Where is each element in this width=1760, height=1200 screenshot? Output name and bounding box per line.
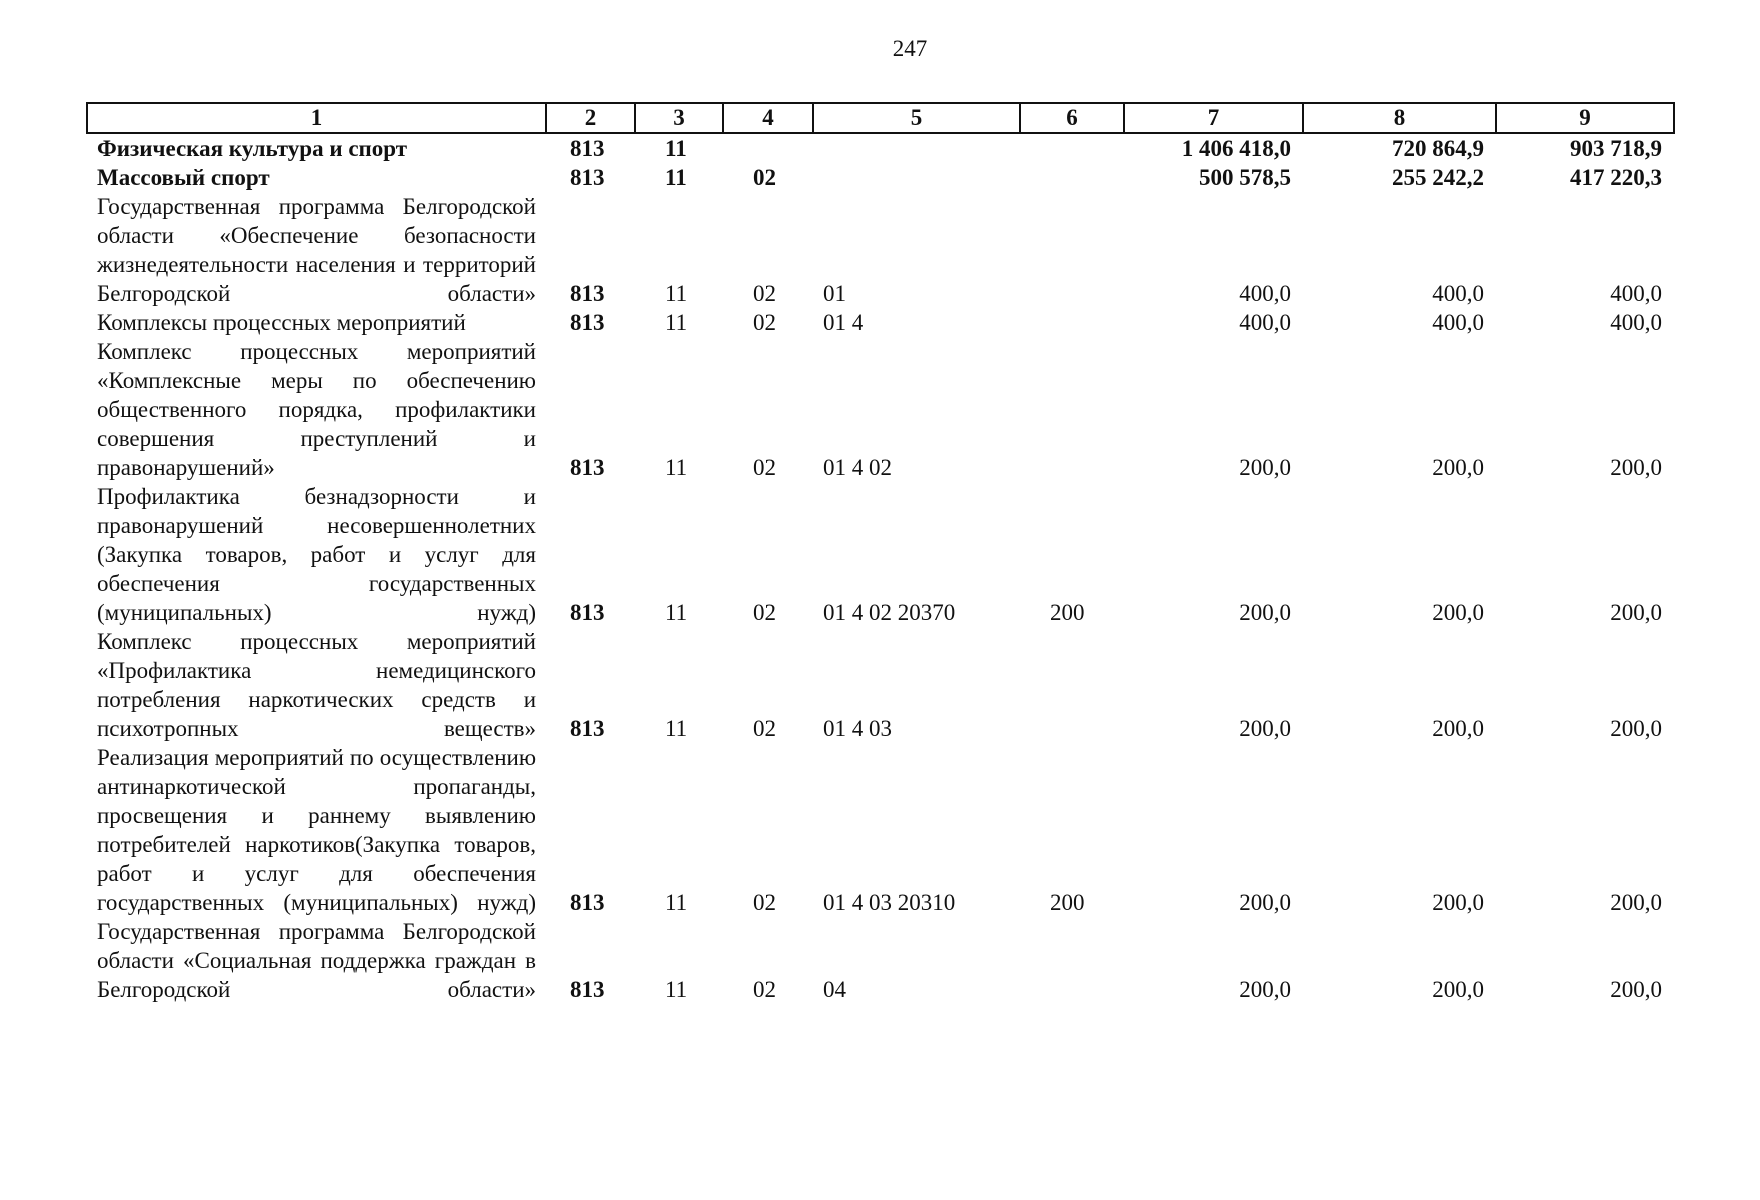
row-code-6 <box>1020 337 1124 482</box>
row-code-6 <box>1020 133 1124 163</box>
row-code-4: 02 <box>753 716 776 741</box>
row-amount-8: 255 242,2 <box>1392 165 1484 190</box>
row-amount-8: 200,0 <box>1432 455 1484 480</box>
header-col-9: 9 <box>1496 103 1674 133</box>
row-code-5: 01 4 <box>823 310 864 335</box>
row-code-3: 11 <box>665 890 688 915</box>
row-amount-8: 200,0 <box>1432 716 1484 741</box>
row-amount-9: 200,0 <box>1610 977 1662 1002</box>
table-row <box>87 482 1674 627</box>
row-code-5 <box>813 133 1020 163</box>
row-code-2: 813 <box>570 310 605 335</box>
row-code-2: 813 <box>570 455 605 480</box>
header-col-2: 2 <box>546 103 635 133</box>
row-amount-8: 400,0 <box>1432 310 1484 335</box>
row-code-6 <box>1020 192 1124 308</box>
row-amount-9: 200,0 <box>1610 890 1662 915</box>
row-name: Комплекс процессных мероприятий «Профилактика немедицинского потребления наркотических средств и психотропных веществ» <box>97 629 536 741</box>
row-code-3: 11 <box>665 977 688 1002</box>
row-amount-9: 417 220,3 <box>1570 165 1662 190</box>
table-row <box>87 308 1674 337</box>
row-amount-7: 200,0 <box>1239 977 1291 1002</box>
row-code-3: 11 <box>665 310 688 335</box>
row-code-4: 02 <box>753 310 776 335</box>
row-code-3: 11 <box>665 165 687 190</box>
header-col-7: 7 <box>1124 103 1303 133</box>
header-col-1: 1 <box>87 103 546 133</box>
row-code-4: 02 <box>753 165 776 190</box>
row-name: Физическая культура и спорт <box>97 136 408 161</box>
row-code-5: 01 <box>823 281 846 306</box>
table-row <box>87 627 1674 743</box>
row-amount-9: 200,0 <box>1610 716 1662 741</box>
row-code-3: 11 <box>665 716 688 741</box>
row-amount-9: 400,0 <box>1610 310 1662 335</box>
row-code-4: 02 <box>753 281 776 306</box>
table-row <box>87 133 1674 163</box>
row-code-4 <box>723 133 813 163</box>
row-code-6 <box>1020 917 1124 1004</box>
row-code-4: 02 <box>753 977 776 1002</box>
row-code-5: 01 4 02 <box>823 455 892 480</box>
row-code-2: 813 <box>570 600 605 625</box>
row-amount-8: 200,0 <box>1432 890 1484 915</box>
row-code-5 <box>813 163 1020 192</box>
row-code-5: 04 <box>823 977 846 1002</box>
row-amount-7: 500 578,5 <box>1199 165 1291 190</box>
row-name: Комплекс процессных мероприятий «Комплексные меры по обеспечению общественного порядка, профилактики совершения преступлений и правонарушений» <box>97 339 536 480</box>
row-code-2: 813 <box>570 165 605 190</box>
row-code-6 <box>1020 163 1124 192</box>
row-name: Реализация мероприятий по осуществлению антинаркотической пропаганды, просвещения и раннему выявлению потребителей наркотиков(Закупка товаров, работ и услуг для обеспечения государственных (муниципальных) нужд) <box>97 745 536 915</box>
row-code-2: 813 <box>570 716 605 741</box>
table-row <box>87 163 1674 192</box>
page-number: 247 <box>892 36 928 61</box>
row-amount-7: 400,0 <box>1239 310 1291 335</box>
row-code-6: 200 <box>1050 890 1085 915</box>
row-name: Профилактика безнадзорности и правонарушений несовершеннолетних (Закупка товаров, работ и услуг для обеспечения государственных (муниципальных) нужд) <box>97 484 536 625</box>
row-code-4: 02 <box>753 455 776 480</box>
row-name: Массовый спорт <box>97 165 270 190</box>
row-name: Государственная программа Белгородской области «Обеспечение безопасности жизнедеятельности населения и территорий Белгородской области» <box>97 194 536 306</box>
row-amount-7: 1 406 418,0 <box>1181 136 1291 161</box>
table-row <box>87 192 1674 308</box>
row-amount-8: 200,0 <box>1432 600 1484 625</box>
row-amount-7: 200,0 <box>1239 455 1291 480</box>
row-amount-7: 200,0 <box>1239 716 1291 741</box>
row-code-4: 02 <box>753 890 776 915</box>
budget-table <box>86 102 1675 1004</box>
row-code-3: 11 <box>665 281 688 306</box>
row-code-2: 813 <box>570 890 605 915</box>
row-amount-8: 720 864,9 <box>1392 136 1484 161</box>
header-col-6: 6 <box>1020 103 1124 133</box>
row-code-3: 11 <box>665 600 688 625</box>
row-amount-8: 400,0 <box>1432 281 1484 306</box>
header-col-8: 8 <box>1303 103 1496 133</box>
row-amount-7: 200,0 <box>1239 600 1291 625</box>
row-name: Комплексы процессных мероприятий <box>97 310 466 335</box>
row-amount-7: 200,0 <box>1239 890 1291 915</box>
row-code-5: 01 4 02 20370 <box>823 600 956 625</box>
row-code-6 <box>1020 308 1124 337</box>
row-code-3: 11 <box>665 136 687 161</box>
row-code-3: 11 <box>665 455 688 480</box>
row-code-2: 813 <box>570 281 605 306</box>
header-col-3: 3 <box>635 103 723 133</box>
row-amount-9: 200,0 <box>1610 455 1662 480</box>
row-code-4: 02 <box>753 600 776 625</box>
row-code-5: 01 4 03 <box>823 716 892 741</box>
table-row <box>87 337 1674 482</box>
row-amount-9: 400,0 <box>1610 281 1662 306</box>
row-amount-7: 400,0 <box>1239 281 1291 306</box>
row-code-5: 01 4 03 20310 <box>823 890 956 915</box>
row-amount-9: 200,0 <box>1610 600 1662 625</box>
row-code-6 <box>1020 627 1124 743</box>
header-col-5: 5 <box>813 103 1020 133</box>
table-row <box>87 917 1674 1004</box>
table-row <box>87 743 1674 917</box>
row-amount-9: 903 718,9 <box>1570 136 1662 161</box>
row-code-2: 813 <box>570 136 605 161</box>
row-code-2: 813 <box>570 977 605 1002</box>
header-col-4: 4 <box>723 103 813 133</box>
row-amount-8: 200,0 <box>1432 977 1484 1002</box>
row-code-6: 200 <box>1050 600 1085 625</box>
table-header-row <box>87 103 1674 133</box>
row-name: Государственная программа Белгородской области «Социальная поддержка граждан в Белгородской области» <box>97 919 536 1002</box>
